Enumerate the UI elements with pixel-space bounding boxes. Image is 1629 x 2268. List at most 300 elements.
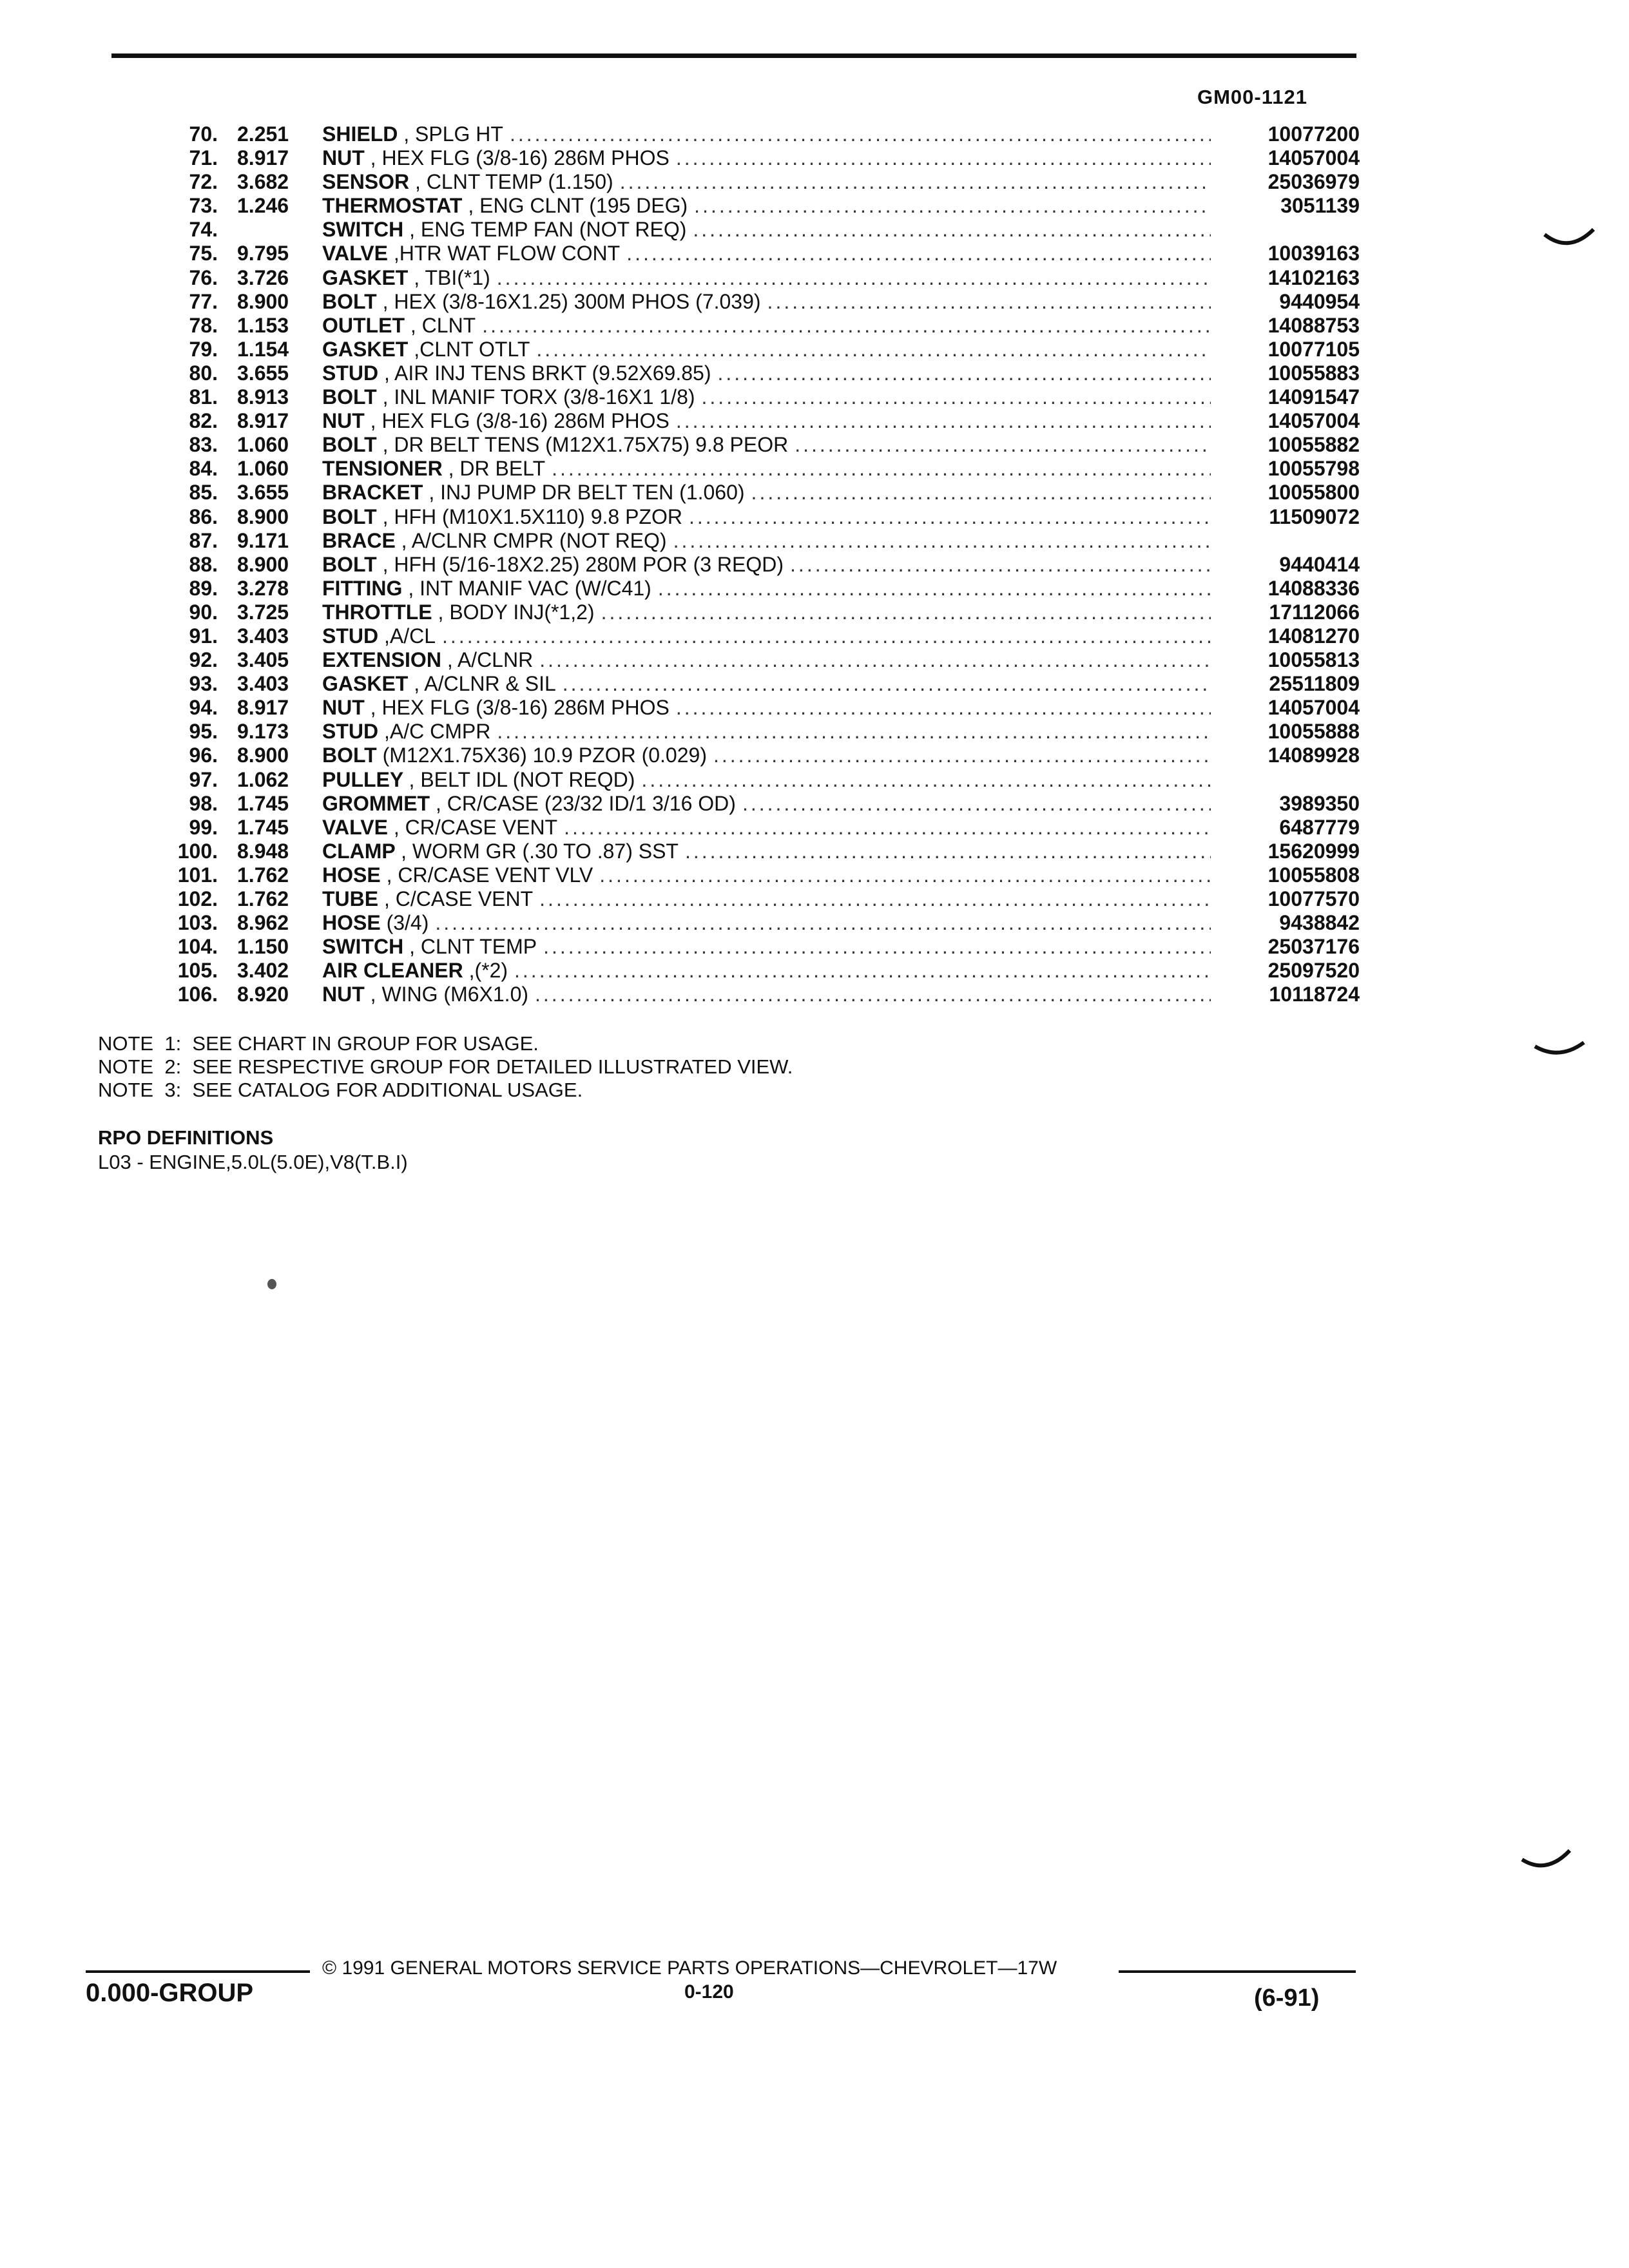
description [322, 218, 1215, 242]
group-number: 3.725 [237, 600, 289, 624]
group-number: 1.246 [237, 194, 289, 218]
table-row [0, 672, 1629, 696]
description [322, 290, 1215, 314]
part-number: 3989350 [1279, 791, 1360, 815]
group-number: 8.913 [237, 385, 289, 409]
description [322, 122, 1215, 146]
description [322, 457, 1215, 481]
part-name: VALVE [322, 242, 388, 265]
part-name: BOLT [322, 433, 377, 457]
part-name: PULLEY [322, 767, 403, 791]
group-number: 3.278 [237, 576, 289, 600]
item-number: 105. [177, 959, 218, 983]
part-number: 3051139 [1280, 194, 1360, 218]
part-number: 25037176 [1268, 935, 1360, 959]
part-spec: , A/CLNR [447, 648, 534, 672]
description [322, 768, 1215, 792]
part-number: 14057004 [1268, 409, 1360, 433]
table-row [0, 122, 1629, 146]
part-name: EXTENSION [322, 648, 441, 672]
leader-dots [510, 122, 1211, 146]
part-spec: ,CLNT OTLT [414, 337, 530, 361]
note-line: NOTE 2: SEE RESPECTIVE GROUP FOR DETAILED ILLUSTRATED VIEW. [98, 1055, 793, 1078]
notes-block [98, 1032, 793, 1102]
group-number: 1.762 [237, 887, 289, 910]
part-number: 14088336 [1268, 576, 1360, 600]
description [322, 983, 1215, 1006]
item-number: 91. [189, 624, 218, 648]
table-row [0, 744, 1629, 767]
part-spec: ,A/CL [384, 624, 436, 648]
leader-dots [676, 409, 1211, 433]
table-row [0, 361, 1629, 385]
table-row [0, 648, 1629, 672]
leader-dots [535, 983, 1211, 1006]
leader-dots [693, 218, 1211, 242]
table-row [0, 768, 1629, 792]
description [322, 720, 1215, 744]
group-number: 8.917 [237, 409, 289, 433]
rpo-title: RPO DEFINITIONS [98, 1126, 274, 1149]
table-row [0, 385, 1629, 409]
group-number: 2.251 [237, 122, 289, 146]
part-number: 10055800 [1268, 481, 1360, 505]
part-spec: , CLNT [410, 313, 476, 337]
part-name: NUT [322, 696, 365, 720]
item-number: 102. [177, 887, 218, 910]
group-number: 3.655 [237, 481, 289, 505]
part-name: STUD [322, 361, 379, 385]
item-number: 74. [189, 218, 218, 242]
part-name: GASKET [322, 337, 409, 361]
item-number: 92. [189, 648, 218, 672]
part-number: 14088753 [1268, 313, 1360, 337]
table-row [0, 409, 1629, 433]
group-number: 1.062 [237, 767, 289, 791]
part-spec: , A/CLNR CMPR (NOT REQ) [401, 528, 667, 552]
part-spec: , INJ PUMP DR BELT TEN (1.060) [429, 481, 745, 505]
item-number: 100. [177, 839, 218, 863]
group-number: 9.795 [237, 242, 289, 265]
footer-rule-left [86, 1970, 310, 1973]
description [322, 505, 1215, 529]
footer-copyright: © 1991 GENERAL MOTORS SERVICE PARTS OPERATIONS—CHEVROLET—17W [322, 1957, 1057, 1979]
group-number: 8.962 [237, 911, 289, 935]
item-number: 95. [189, 720, 218, 744]
note-line: NOTE 1: SEE CHART IN GROUP FOR USAGE. [98, 1032, 539, 1055]
leader-dots [552, 457, 1211, 481]
leader-dots [563, 672, 1211, 696]
leader-dots [713, 744, 1211, 767]
part-number: 14102163 [1268, 265, 1360, 289]
part-number: 10077200 [1268, 122, 1360, 146]
binder-tick-mark [1521, 1849, 1572, 1875]
group-number: 1.745 [237, 815, 289, 839]
part-spec: , INL MANIF TORX (3/8-16X1 1/8) [382, 385, 695, 409]
leader-dots [601, 601, 1211, 624]
table-row [0, 577, 1629, 601]
item-number: 84. [189, 457, 218, 481]
leader-dots [676, 146, 1211, 170]
part-spec: , SPLG HT [403, 122, 503, 146]
part-name: TUBE [322, 887, 379, 910]
part-spec: , BELT IDL (NOT REQD) [409, 767, 635, 791]
table-row [0, 314, 1629, 338]
part-number: 11509072 [1269, 505, 1360, 528]
table-row [0, 601, 1629, 624]
part-name: NUT [322, 409, 365, 433]
group-number: 1.060 [237, 457, 289, 481]
description [322, 242, 1215, 265]
part-spec: , CR/CASE (23/32 ID/1 3/16 OD) [435, 791, 736, 815]
leader-dots [497, 266, 1211, 290]
part-number: 25036979 [1268, 170, 1360, 194]
footer-rule-right [1119, 1970, 1356, 1973]
leader-dots [536, 338, 1211, 361]
leader-dots [620, 170, 1211, 194]
group-number: 9.173 [237, 720, 289, 744]
table-row [0, 624, 1629, 648]
part-name: TENSIONER [322, 457, 443, 481]
group-number: 3.403 [237, 624, 289, 648]
part-spec: , A/CLNR & SIL [414, 672, 556, 696]
part-spec: , ENG CLNT (195 DEG) [468, 194, 688, 218]
description [322, 194, 1215, 218]
group-number: 8.900 [237, 505, 289, 528]
table-row [0, 840, 1629, 863]
item-number: 87. [189, 528, 218, 552]
table-row [0, 218, 1629, 242]
item-number: 82. [189, 409, 218, 433]
binder-tick-mark [1543, 226, 1595, 251]
item-number: 93. [189, 672, 218, 696]
note-line: NOTE 3: SEE CATALOG FOR ADDITIONAL USAGE. [98, 1079, 583, 1101]
description [322, 314, 1215, 338]
part-name: BRACE [322, 528, 396, 552]
part-number: 25511809 [1269, 672, 1360, 696]
part-number: 10055808 [1268, 863, 1360, 887]
group-number: 1.745 [237, 791, 289, 815]
part-number: 10055813 [1268, 648, 1360, 672]
catalog-number: GM00-1121 [1197, 86, 1307, 108]
group-number: 3.682 [237, 170, 289, 194]
description [322, 911, 1215, 935]
table-row [0, 457, 1629, 481]
part-name: STUD [322, 720, 379, 744]
description [322, 146, 1215, 170]
part-spec: ,(*2) [468, 959, 508, 983]
item-number: 99. [189, 815, 218, 839]
description [322, 409, 1215, 433]
group-number: 1.060 [237, 433, 289, 457]
group-number: 3.402 [237, 959, 289, 983]
table-row [0, 433, 1629, 457]
description [322, 840, 1215, 863]
group-number: 8.900 [237, 744, 289, 767]
part-spec: , DR BELT TENS (M12X1.75X75) 9.8 PEOR [382, 433, 789, 457]
table-row [0, 935, 1629, 959]
part-number: 9440414 [1279, 552, 1360, 576]
footer-page-number: 0-120 [684, 1981, 734, 2003]
parts-list [0, 122, 1629, 1006]
leader-dots [676, 696, 1211, 720]
part-spec: , DR BELT [448, 457, 546, 481]
part-spec: (3/4) [386, 911, 429, 935]
table-row [0, 911, 1629, 935]
part-number: 14057004 [1268, 696, 1360, 720]
table-row [0, 194, 1629, 218]
description [322, 170, 1215, 194]
part-name: BOLT [322, 552, 377, 576]
item-number: 104. [177, 935, 218, 959]
description [322, 935, 1215, 959]
leader-dots [795, 433, 1211, 457]
item-number: 71. [189, 146, 218, 170]
description [322, 361, 1215, 385]
part-name: SWITCH [322, 218, 404, 242]
part-name: BOLT [322, 505, 377, 528]
part-name: HOSE [322, 863, 381, 887]
part-spec: , HEX FLG (3/8-16) 286M PHOS [370, 409, 670, 433]
item-number: 78. [189, 313, 218, 337]
table-row [0, 170, 1629, 194]
part-spec: , HEX (3/8-16X1.25) 300M PHOS (7.039) [382, 289, 761, 313]
group-number: 3.726 [237, 265, 289, 289]
part-spec: , CLNT TEMP (1.150) [415, 170, 613, 194]
part-spec: , C/CASE VENT [384, 887, 534, 910]
part-spec: , WING (M6X1.0) [370, 983, 529, 1006]
part-number: 10055888 [1268, 720, 1360, 744]
part-number: 10055883 [1268, 361, 1360, 385]
group-number: 1.154 [237, 337, 289, 361]
description [322, 648, 1215, 672]
part-spec: , ENG TEMP FAN (NOT REQ) [409, 218, 687, 242]
part-spec: ,HTR WAT FLOW CONT [393, 242, 621, 265]
group-number: 8.900 [237, 552, 289, 576]
item-number: 98. [189, 791, 218, 815]
part-spec: , CR/CASE VENT [393, 815, 558, 839]
part-name: GROMMET [322, 791, 430, 815]
part-name: THERMOSTAT [322, 194, 463, 218]
description [322, 672, 1215, 696]
table-row [0, 816, 1629, 840]
leader-dots [539, 887, 1211, 911]
table-row [0, 553, 1629, 577]
part-number: 17112066 [1269, 600, 1360, 624]
leader-dots [742, 792, 1211, 816]
part-spec: , INT MANIF VAC (W/C41) [408, 576, 651, 600]
description [322, 816, 1215, 840]
leader-dots [641, 768, 1211, 792]
table-row [0, 720, 1629, 744]
group-number: 8.917 [237, 146, 289, 170]
item-number: 86. [189, 505, 218, 528]
part-name: THROTTLE [322, 600, 432, 624]
part-number: 10055798 [1268, 457, 1360, 481]
item-number: 88. [189, 552, 218, 576]
item-number: 70. [189, 122, 218, 146]
part-name: BOLT [322, 385, 377, 409]
leader-dots [435, 911, 1211, 935]
table-row [0, 863, 1629, 887]
table-row [0, 481, 1629, 505]
item-number: 90. [189, 600, 218, 624]
description [322, 338, 1215, 361]
part-name: HOSE [322, 911, 381, 935]
group-number: 3.403 [237, 672, 289, 696]
item-number: 94. [189, 696, 218, 720]
binder-tick-mark [1534, 1037, 1585, 1063]
description [322, 744, 1215, 767]
leader-dots [497, 720, 1211, 744]
item-number: 79. [189, 337, 218, 361]
item-number: 89. [189, 576, 218, 600]
description [322, 959, 1215, 983]
leader-dots [543, 935, 1211, 959]
part-spec: , CLNT TEMP [409, 935, 537, 959]
part-name: GASKET [322, 672, 409, 696]
part-spec: , CR/CASE VENT VLV [386, 863, 593, 887]
item-number: 103. [177, 911, 218, 935]
group-number: 1.762 [237, 863, 289, 887]
footer-date: (6-91) [1254, 1984, 1320, 2012]
table-row [0, 959, 1629, 983]
item-number: 72. [189, 170, 218, 194]
group-number: 1.153 [237, 313, 289, 337]
group-number: 8.917 [237, 696, 289, 720]
part-number: 10039163 [1268, 242, 1360, 265]
part-spec: , HEX FLG (3/8-16) 286M PHOS [370, 696, 670, 720]
table-row [0, 983, 1629, 1006]
part-name: NUT [322, 983, 365, 1006]
part-name: STUD [322, 624, 379, 648]
description [322, 553, 1215, 577]
leader-dots [694, 194, 1211, 218]
item-number: 80. [189, 361, 218, 385]
part-name: OUTLET [322, 313, 405, 337]
group-number: 9.171 [237, 528, 289, 552]
part-number: 10077105 [1268, 337, 1360, 361]
part-number: 14057004 [1268, 146, 1360, 170]
item-number: 77. [189, 289, 218, 313]
leader-dots [626, 242, 1211, 265]
leader-dots [702, 385, 1211, 409]
part-spec: , HEX FLG (3/8-16) 286M PHOS [370, 146, 670, 170]
group-number: 8.948 [237, 839, 289, 863]
part-spec: , HFH (5/16-18X2.25) 280M POR (3 REQD) [382, 552, 784, 576]
description [322, 529, 1215, 553]
part-number: 9440954 [1279, 289, 1360, 313]
footer-group: 0.000-GROUP [86, 1979, 254, 2007]
description [322, 792, 1215, 816]
description [322, 863, 1215, 887]
leader-dots [790, 553, 1211, 577]
group-number: 8.920 [237, 983, 289, 1006]
leader-dots [689, 505, 1211, 529]
leader-dots [599, 863, 1211, 887]
leader-dots [751, 481, 1211, 505]
description [322, 385, 1215, 409]
item-number: 96. [189, 744, 218, 767]
part-spec: ,A/C CMPR [384, 720, 491, 744]
part-number: 10077570 [1268, 887, 1360, 910]
part-number: 14091547 [1268, 385, 1360, 409]
table-row [0, 505, 1629, 529]
table-row [0, 266, 1629, 290]
scan-speck [267, 1279, 276, 1289]
item-number: 97. [189, 767, 218, 791]
part-name: VALVE [322, 815, 388, 839]
leader-dots [767, 290, 1211, 314]
description [322, 624, 1215, 648]
description [322, 696, 1215, 720]
leader-dots [717, 361, 1211, 385]
group-number: 8.900 [237, 289, 289, 313]
item-number: 101. [177, 863, 218, 887]
part-name: GASKET [322, 265, 409, 289]
leader-dots [564, 816, 1211, 840]
description [322, 601, 1215, 624]
part-name: BRACKET [322, 481, 423, 505]
part-spec: , TBI(*1) [414, 265, 490, 289]
part-number: 15620999 [1268, 839, 1360, 863]
top-rule [111, 53, 1356, 58]
part-name: SWITCH [322, 935, 404, 959]
part-name: NUT [322, 146, 365, 170]
part-number: 25097520 [1268, 959, 1360, 983]
group-number: 3.405 [237, 648, 289, 672]
table-row [0, 242, 1629, 265]
item-number: 81. [189, 385, 218, 409]
rpo-definition: L03 - ENGINE,5.0L(5.0E),V8(T.B.I) [98, 1151, 408, 1173]
item-number: 83. [189, 433, 218, 457]
table-row [0, 146, 1629, 170]
part-spec: , HFH (M10X1.5X110) 9.8 PZOR [382, 505, 682, 528]
leader-dots [482, 314, 1211, 338]
description [322, 481, 1215, 505]
part-number: 14081270 [1268, 624, 1360, 648]
part-number: 6487779 [1279, 815, 1360, 839]
table-row [0, 529, 1629, 553]
item-number: 106. [177, 983, 218, 1006]
table-row [0, 290, 1629, 314]
item-number: 75. [189, 242, 218, 265]
part-spec: , BODY INJ(*1,2) [438, 600, 595, 624]
description [322, 266, 1215, 290]
leader-dots [442, 624, 1211, 648]
part-name: BOLT [322, 289, 377, 313]
table-row [0, 338, 1629, 361]
leader-dots [673, 529, 1211, 553]
part-number: 10055882 [1268, 433, 1360, 457]
table-row [0, 792, 1629, 816]
part-name: FITTING [322, 576, 403, 600]
description [322, 577, 1215, 601]
description [322, 887, 1215, 911]
description [322, 433, 1215, 457]
part-spec: , WORM GR (.30 TO .87) SST [401, 839, 679, 863]
part-name: CLAMP [322, 839, 396, 863]
item-number: 85. [189, 481, 218, 505]
leader-dots [514, 959, 1211, 983]
item-number: 73. [189, 194, 218, 218]
leader-dots [685, 840, 1211, 863]
table-row [0, 887, 1629, 911]
part-name: AIR CLEANER [322, 959, 463, 983]
group-number: 3.655 [237, 361, 289, 385]
part-number: 10118724 [1269, 983, 1360, 1006]
group-number: 1.150 [237, 935, 289, 959]
